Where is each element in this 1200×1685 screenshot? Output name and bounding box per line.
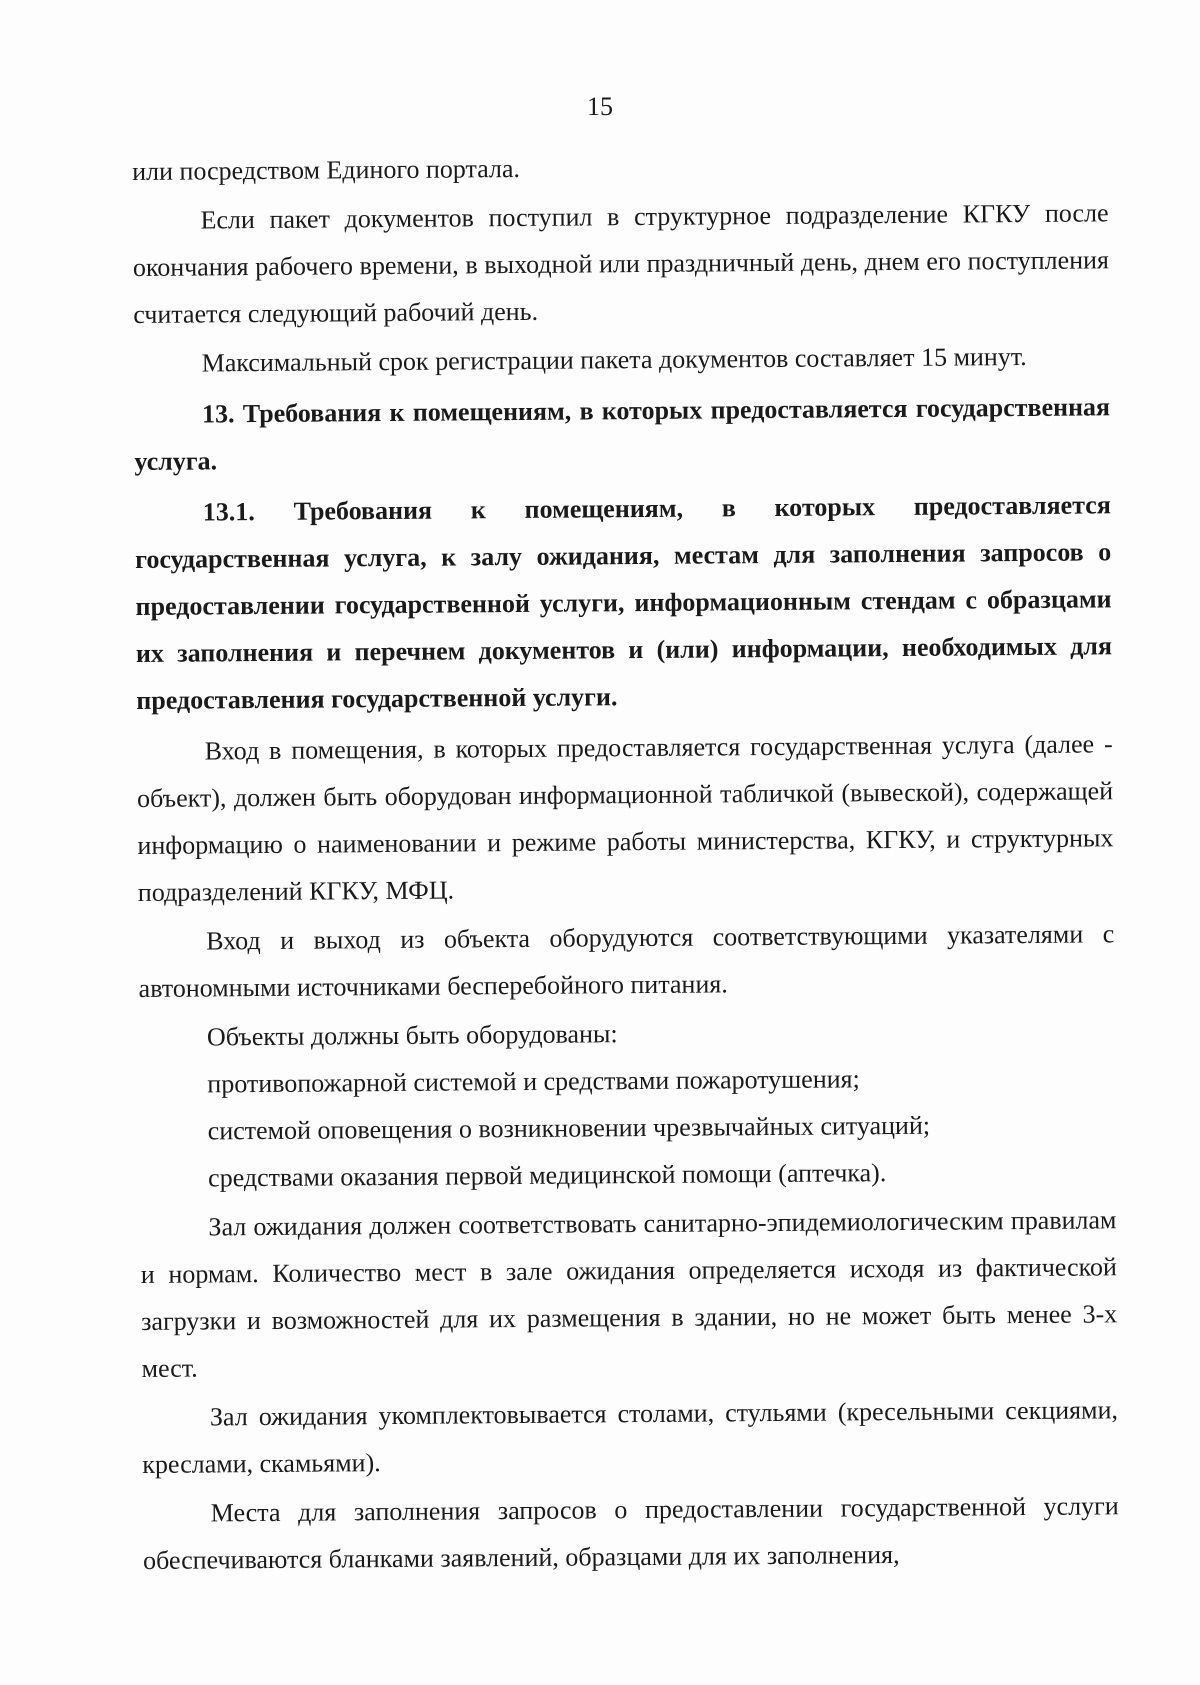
paragraph-13: Зал ожидания укомплектовывается столами, стульями (кресельными секциями, креслами, скамьями).	[142, 1395, 1119, 1479]
paragraph-7: Вход и выход из объекта оборудуются соответствующими указателями с автономными источниками бесперебойного питания.	[138, 919, 1115, 1003]
paragraph-12: Зал ожидания должен соответствовать санитарно-эпидемиологическим правилам и нормам. Количество мест в зале ожидания определяется исходя из фактической загрузки и возможностей для их размещения в здании, но не может быть менее 3-х мест.	[140, 1205, 1118, 1383]
list-item-first-aid: средствами оказания первой медицинской помощи (аптечка).	[207, 1158, 887, 1193]
list-item-fire-system: противопожарной системой и средствами пожаротушения;	[207, 1064, 860, 1099]
list-item-alert-system: системой оповещения о возникновении чрезвычайных ситуаций;	[207, 1110, 931, 1146]
section-heading-13-1: 13.1. Требования к помещениям, в которых предоставляется государственная услуга, к залу ожидания, местам для заполнения запросов о предоставлении государственной услуги, информационным стендам с образцами их заполнения и перечнем документов и (или) информации, необходимых для предоставления государственной услуги.	[135, 490, 1113, 715]
paragraph-2: Если пакет документов поступил в структурное подразделение КГКУ после окончания рабочего времени, в выходной или праздничный день, днем его поступления считается следующий рабочий день.	[132, 198, 1110, 329]
paragraph-1: или посредством Единого портала.	[132, 153, 521, 186]
paragraph-3: Максимальный срок регистрации пакета документов составляет 15 минут.	[201, 341, 1027, 378]
document-body	[132, 140, 1119, 1584]
page-number: 15	[587, 92, 613, 121]
paragraph-6: Вход в помещения, в которых предоставляется государственная услуга (далее - объект), должен быть оборудован информационной табличкой (вывеской), содержащей информацию о наименовании и режиме работы министерства, КГКУ, и структурных подразделений КГКУ, МФЦ.	[136, 729, 1114, 907]
section-heading-13: 13. Требования к помещениям, в которых предоставляется государственная услуга.	[134, 392, 1111, 476]
paragraph-14: Места для заполнения запросов о предоставлении государственной услуги обеспечиваются бланками заявлений, образцами для их заполнения,	[142, 1491, 1119, 1575]
paragraph-8: Объекты должны быть оборудованы:	[206, 1019, 618, 1052]
